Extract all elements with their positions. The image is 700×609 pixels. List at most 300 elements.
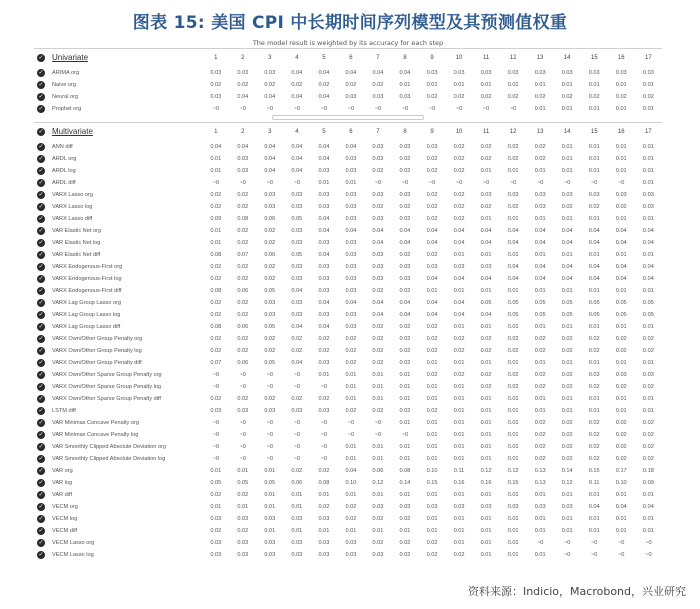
check-circle-icon[interactable]: ✓ (38, 154, 44, 162)
check-circle-icon[interactable]: ✓ (38, 466, 44, 474)
table-row (34, 165, 662, 177)
weight-value: 0.03 (642, 192, 654, 198)
weight-value: 0.05 (264, 360, 276, 366)
weight-value: 0.18 (642, 468, 654, 474)
weight-value: 0.02 (210, 276, 222, 282)
weight-value: 0.04 (318, 156, 330, 162)
weight-value: ~0 (618, 552, 625, 558)
weight-value: 0.06 (237, 324, 249, 330)
weight-value: 0.11 (588, 480, 600, 486)
weight-value: 0.01 (426, 456, 438, 462)
weight-value: 0.02 (264, 82, 276, 88)
check-circle-icon[interactable]: ✓ (38, 190, 44, 198)
weight-value: 0.04 (507, 240, 519, 246)
weight-value: 0.04 (426, 312, 438, 318)
weight-value: 0.02 (480, 348, 492, 354)
weight-value: 0.06 (237, 360, 249, 366)
weight-value: 0.03 (372, 192, 384, 198)
table-row (34, 67, 662, 79)
weight-value: 0.01 (318, 372, 330, 378)
weight-value: 0.03 (291, 204, 303, 210)
weight-value: 0.02 (534, 432, 546, 438)
weight-value: 0.03 (372, 156, 384, 162)
weight-value: 0.03 (210, 70, 222, 76)
column-header: 14 (554, 49, 581, 68)
weight-value: 0.03 (318, 540, 330, 546)
weight-value: 0.02 (426, 540, 438, 546)
weight-value: 0.04 (642, 228, 654, 234)
weight-value: 0.02 (615, 348, 627, 354)
model-name: VARX Lag Group Lasso diff (52, 324, 121, 330)
model-checkbox-cell (34, 501, 48, 513)
weight-value: 0.01 (480, 444, 492, 450)
weight-value: 0.05 (588, 312, 600, 318)
weight-value: 0.05 (264, 480, 276, 486)
weight-value: 0.03 (210, 516, 222, 522)
check-circle-icon[interactable]: ✓ (38, 514, 44, 522)
weight-value: 0.02 (399, 252, 411, 258)
weight-value: ~0 (374, 432, 382, 438)
column-header: 9 (419, 123, 446, 142)
check-circle-icon[interactable]: ✓ (38, 334, 44, 342)
weight-value: ~0 (293, 384, 301, 390)
model-name: ARDL diff (52, 180, 76, 186)
weight-value: 0.03 (588, 192, 600, 198)
weight-value: 0.02 (588, 204, 600, 210)
model-name: VECM Lasso org (52, 540, 95, 546)
weight-value: ~0 (212, 106, 219, 112)
weight-value: 0.01 (426, 492, 438, 498)
weight-value: ~0 (239, 180, 246, 186)
model-checkbox-cell (34, 273, 48, 285)
weight-value: 0.02 (534, 420, 546, 426)
weight-value: 0.01 (372, 384, 384, 390)
check-circle-icon[interactable]: ✓ (38, 274, 44, 282)
check-circle-icon[interactable]: ✓ (38, 442, 44, 450)
weight-value: 0.01 (534, 288, 546, 294)
weight-value: 0.01 (588, 528, 600, 534)
weight-value: 0.01 (345, 444, 357, 450)
weight-value: 0.03 (291, 264, 303, 270)
weight-value: 0.01 (507, 552, 519, 558)
weight-value: 0.02 (318, 336, 330, 342)
weight-value: 0.02 (318, 348, 330, 354)
table-row (34, 549, 662, 561)
weight-value: 0.03 (426, 264, 438, 270)
check-circle-icon[interactable]: ✓ (38, 550, 44, 558)
weight-value: 0.04 (318, 216, 330, 222)
check-circle-icon[interactable]: ✓ (38, 454, 44, 462)
check-circle-icon[interactable]: ✓ (38, 430, 44, 438)
check-circle-icon[interactable]: ✓ (38, 238, 44, 246)
weight-value: 0.04 (480, 312, 492, 318)
weight-value: 0.03 (345, 204, 357, 210)
table-row (34, 501, 662, 513)
weight-value: 0.02 (534, 444, 546, 450)
weight-value: 0.02 (372, 540, 384, 546)
weight-value: 0.01 (480, 252, 492, 258)
model-checkbox-cell (34, 213, 48, 225)
column-header: 2 (229, 123, 256, 142)
model-name: VECM Lasso log (52, 552, 94, 558)
weight-value: 0.03 (372, 144, 384, 150)
weight-value: 0.04 (345, 468, 357, 474)
weight-value: ~0 (320, 456, 328, 462)
weight-value: 0.02 (480, 156, 492, 162)
check-circle-icon[interactable]: ✓ (38, 346, 44, 354)
weight-value: 0.01 (291, 492, 303, 498)
table-row (34, 237, 662, 249)
check-circle-icon[interactable]: ✓ (38, 322, 44, 330)
weight-value: 0.01 (480, 396, 492, 402)
model-name: Naive org (52, 82, 76, 88)
weight-value: 0.01 (345, 372, 357, 378)
weight-value: 0.02 (291, 468, 303, 474)
weight-value: 0.01 (507, 444, 519, 450)
weight-value: 0.01 (507, 396, 519, 402)
weight-value: 0.05 (291, 252, 303, 258)
column-header: 4 (283, 123, 310, 142)
weight-value: 0.04 (264, 94, 276, 100)
weight-value: 0.04 (399, 228, 411, 234)
check-circle-icon[interactable]: ✓ (38, 202, 44, 210)
weight-value: 0.03 (561, 70, 573, 76)
weight-value: 0.02 (399, 204, 411, 210)
weight-value: 0.04 (318, 252, 330, 258)
weight-value: 0.01 (480, 324, 492, 330)
weight-value: 0.02 (642, 336, 654, 342)
check-circle-icon[interactable]: ✓ (38, 490, 44, 498)
check-circle-icon[interactable]: ✓ (38, 104, 44, 112)
weight-value: 0.03 (264, 516, 276, 522)
weight-value: 0.01 (507, 540, 519, 546)
weight-value: 0.01 (561, 168, 573, 174)
weight-value: 0.02 (642, 348, 654, 354)
weight-value: 0.01 (561, 528, 573, 534)
model-checkbox-cell (34, 309, 48, 321)
weight-value: 0.02 (399, 336, 411, 342)
scrollbar-row (34, 115, 662, 123)
weight-value: 0.02 (507, 384, 519, 390)
weight-value: 0.01 (615, 144, 627, 150)
weight-value: 0.04 (291, 94, 303, 100)
check-circle-icon[interactable]: ✓ (38, 262, 44, 270)
weight-value: 0.02 (561, 336, 573, 342)
check-circle-icon[interactable]: ✓ (38, 142, 44, 150)
weight-value: 0.02 (507, 156, 519, 162)
weight-value: 0.09 (210, 216, 222, 222)
weight-value: 0.01 (453, 516, 465, 522)
weight-value: 0.01 (642, 82, 654, 88)
weight-value: 0.02 (237, 82, 249, 88)
weight-value: 0.04 (291, 144, 303, 150)
check-circle-icon[interactable]: ✓ (38, 178, 44, 186)
check-circle-icon[interactable]: ✓ (38, 127, 44, 135)
weight-value: 0.02 (345, 82, 357, 88)
check-circle-icon[interactable]: ✓ (38, 250, 44, 258)
weight-value: 0.03 (291, 516, 303, 522)
weight-value: 0.04 (480, 228, 492, 234)
weight-value: ~0 (618, 540, 625, 546)
weight-value: 0.04 (453, 312, 465, 318)
weight-value: 0.03 (372, 216, 384, 222)
weight-value: 0.03 (345, 94, 357, 100)
table-row (34, 453, 662, 465)
check-circle-icon[interactable]: ✓ (38, 310, 44, 318)
weight-value: 0.04 (561, 264, 573, 270)
weight-value: 0.02 (264, 348, 276, 354)
check-circle-icon[interactable]: ✓ (38, 418, 44, 426)
check-circle-icon[interactable]: ✓ (38, 226, 44, 234)
weight-value: 0.01 (561, 492, 573, 498)
model-checkbox-cell (34, 201, 48, 213)
weight-value: 0.05 (264, 288, 276, 294)
model-checkbox-cell (34, 513, 48, 525)
weight-value: 0.01 (615, 106, 627, 112)
weight-value: 0.02 (426, 408, 438, 414)
weight-value: 0.04 (372, 312, 384, 318)
weight-value: 0.11 (453, 468, 465, 474)
column-header: 5 (310, 123, 337, 142)
weight-value: 0.03 (318, 204, 330, 210)
weight-value: 0.02 (237, 396, 249, 402)
weight-value: 0.01 (615, 288, 627, 294)
table-row (34, 153, 662, 165)
weight-value: 0.02 (615, 444, 627, 450)
weight-value: 0.04 (399, 240, 411, 246)
weight-value: 0.04 (561, 276, 573, 282)
weight-value: 0.04 (453, 240, 465, 246)
weight-value: 0.05 (588, 300, 600, 306)
table-row (34, 537, 662, 549)
weight-value: 0.01 (210, 468, 222, 474)
column-header: 10 (446, 123, 473, 142)
weight-value: 0.01 (615, 516, 627, 522)
weight-value: 0.02 (318, 82, 330, 88)
weight-value: 0.02 (426, 216, 438, 222)
weight-value: 0.01 (588, 216, 600, 222)
weight-value: 0.04 (588, 276, 600, 282)
column-header: 14 (554, 123, 581, 142)
check-circle-icon[interactable]: ✓ (38, 394, 44, 402)
weight-value: 0.01 (561, 156, 573, 162)
check-circle-icon[interactable]: ✓ (38, 92, 44, 100)
weight-value: 0.02 (480, 204, 492, 210)
source-note: 资料来源：Indicio，Macrobond，兴业研究 (467, 585, 686, 598)
weight-value: 0.03 (453, 70, 465, 76)
weight-value: 0.02 (615, 94, 627, 100)
weight-value: 0.04 (534, 228, 546, 234)
model-name: VAR Elastic Net diff (52, 252, 101, 258)
weight-value: ~0 (239, 384, 246, 390)
weight-value: 0.04 (318, 70, 330, 76)
model-checkbox-cell (34, 345, 48, 357)
weight-value: 0.01 (399, 384, 411, 390)
weight-value: ~0 (563, 552, 571, 558)
weight-value: 0.02 (210, 348, 222, 354)
weight-value: ~0 (293, 372, 301, 378)
weight-value: 0.04 (588, 504, 600, 510)
weight-value: 0.02 (210, 336, 222, 342)
check-circle-icon[interactable]: ✓ (38, 166, 44, 174)
weight-value: 0.03 (588, 70, 600, 76)
check-circle-icon[interactable]: ✓ (38, 80, 44, 88)
weight-value: 0.02 (426, 252, 438, 258)
weight-value: ~0 (536, 540, 544, 546)
check-circle-icon[interactable]: ✓ (38, 502, 44, 510)
weight-value: 0.03 (291, 552, 303, 558)
column-header: 9 (419, 49, 446, 68)
weight-value: 0.03 (642, 70, 654, 76)
weight-value: 0.03 (615, 70, 627, 76)
weight-value: 0.02 (561, 456, 573, 462)
weight-value: 0.08 (399, 468, 411, 474)
weight-value: 0.02 (615, 204, 627, 210)
weight-value: 0.01 (453, 252, 465, 258)
weight-value: 0.02 (399, 324, 411, 330)
weight-value: 0.02 (237, 336, 249, 342)
check-circle-icon[interactable]: ✓ (38, 382, 44, 390)
weight-value: 0.01 (210, 228, 222, 234)
check-circle-icon[interactable]: ✓ (38, 526, 44, 534)
model-checkbox-cell (34, 393, 48, 405)
weight-value: 0.02 (453, 372, 465, 378)
check-circle-icon[interactable]: ✓ (38, 478, 44, 486)
weight-value: ~0 (293, 106, 301, 112)
horizontal-scrollbar[interactable] (272, 115, 424, 120)
weight-value: 0.02 (453, 348, 465, 354)
table-row (34, 201, 662, 213)
model-name: VARX Lag Group Lasso log (52, 312, 121, 318)
weight-value: ~0 (591, 540, 598, 546)
weight-value: 0.02 (426, 94, 438, 100)
weight-value: 0.04 (318, 324, 330, 330)
weight-value: 0.01 (561, 324, 573, 330)
weight-value: 0.01 (345, 492, 357, 498)
weight-value: 0.03 (399, 264, 411, 270)
check-circle-icon[interactable]: ✓ (38, 53, 44, 61)
weight-value: 0.12 (507, 468, 519, 474)
weight-value: 0.03 (318, 276, 330, 282)
weight-value: 0.02 (561, 432, 573, 438)
weight-value: 0.01 (453, 492, 465, 498)
weight-value: 0.02 (237, 312, 249, 318)
weight-value: 0.01 (561, 408, 573, 414)
weight-value: 0.01 (426, 432, 438, 438)
weight-value: 0.01 (453, 456, 465, 462)
table-row (34, 465, 662, 477)
weight-value: 0.04 (372, 240, 384, 246)
weight-value: 0.01 (453, 82, 465, 88)
weight-value: 0.01 (345, 180, 357, 186)
check-circle-icon[interactable]: ✓ (38, 286, 44, 294)
weight-value: 0.03 (237, 540, 249, 546)
weight-value: 0.02 (399, 288, 411, 294)
column-header: 12 (500, 123, 527, 142)
weight-value: 0.01 (480, 216, 492, 222)
model-checkbox-cell (34, 261, 48, 273)
model-checkbox-cell (34, 477, 48, 489)
weight-value: 0.02 (426, 336, 438, 342)
weight-value: 0.04 (426, 240, 438, 246)
weight-value: 0.01 (534, 168, 546, 174)
weight-value: 0.03 (237, 168, 249, 174)
weight-value: ~0 (509, 180, 517, 186)
weight-value: 0.02 (399, 540, 411, 546)
weight-value: ~0 (347, 420, 355, 426)
weight-value: 0.01 (480, 492, 492, 498)
weight-value: 0.01 (534, 516, 546, 522)
weight-value: 0.04 (399, 300, 411, 306)
check-circle-icon[interactable]: ✓ (38, 68, 44, 76)
weight-value: 0.01 (210, 504, 222, 510)
weight-value: 0.02 (237, 228, 249, 234)
weight-value: 0.01 (561, 144, 573, 150)
weight-value: 0.02 (534, 144, 546, 150)
weight-value: 0.01 (399, 82, 411, 88)
weight-value: 0.03 (480, 70, 492, 76)
weight-value: 0.01 (480, 168, 492, 174)
check-circle-icon[interactable]: ✓ (38, 370, 44, 378)
weight-value: 0.03 (453, 504, 465, 510)
weight-value: 0.01 (561, 106, 573, 112)
weight-value: 0.01 (345, 396, 357, 402)
model-name: VAR org (52, 468, 73, 474)
weight-value: 0.02 (345, 408, 357, 414)
weight-value: 0.04 (615, 240, 627, 246)
weight-value: 0.01 (318, 492, 330, 498)
weight-value: ~0 (320, 444, 328, 450)
weight-value: 0.01 (642, 516, 654, 522)
weight-value: 0.02 (237, 492, 249, 498)
weight-value: 0.02 (615, 336, 627, 342)
weight-value: 0.01 (642, 168, 654, 174)
weight-value: 0.01 (372, 456, 384, 462)
check-circle-icon[interactable]: ✓ (38, 406, 44, 414)
weight-value: 0.01 (453, 444, 465, 450)
weight-value: 0.01 (453, 360, 465, 366)
table-row (34, 177, 662, 189)
check-circle-icon[interactable]: ✓ (38, 214, 44, 222)
table-row (34, 261, 662, 273)
weight-value: 0.03 (345, 276, 357, 282)
weight-value: 0.03 (210, 552, 222, 558)
weight-value: 0.03 (345, 168, 357, 174)
model-name: VAR Elastic Net log (52, 240, 101, 246)
weight-value: 0.02 (345, 336, 357, 342)
weight-value: ~0 (239, 106, 246, 112)
weight-value: 0.01 (534, 528, 546, 534)
table-row (34, 441, 662, 453)
weight-value: 0.02 (507, 348, 519, 354)
multivariate-section-label: Multivariate (48, 123, 202, 142)
weight-value: 0.04 (345, 144, 357, 150)
weight-value: 0.02 (642, 94, 654, 100)
weight-value: 0.01 (588, 288, 600, 294)
page-title: 图表 15: 美国 CPI 中长期时间序列模型及其预测值权重 (132, 13, 568, 33)
model-name: ARDL org (52, 156, 77, 162)
weight-value: 0.04 (318, 228, 330, 234)
weight-value: 0.03 (426, 70, 438, 76)
weight-value: 0.03 (291, 192, 303, 198)
table-row (34, 525, 662, 537)
weight-value: 0.02 (372, 408, 384, 414)
weight-value: 0.03 (264, 204, 276, 210)
check-circle-icon[interactable]: ✓ (38, 298, 44, 306)
check-circle-icon[interactable]: ✓ (38, 358, 44, 366)
check-circle-icon[interactable]: ✓ (38, 538, 44, 546)
weight-value: 0.03 (237, 516, 249, 522)
